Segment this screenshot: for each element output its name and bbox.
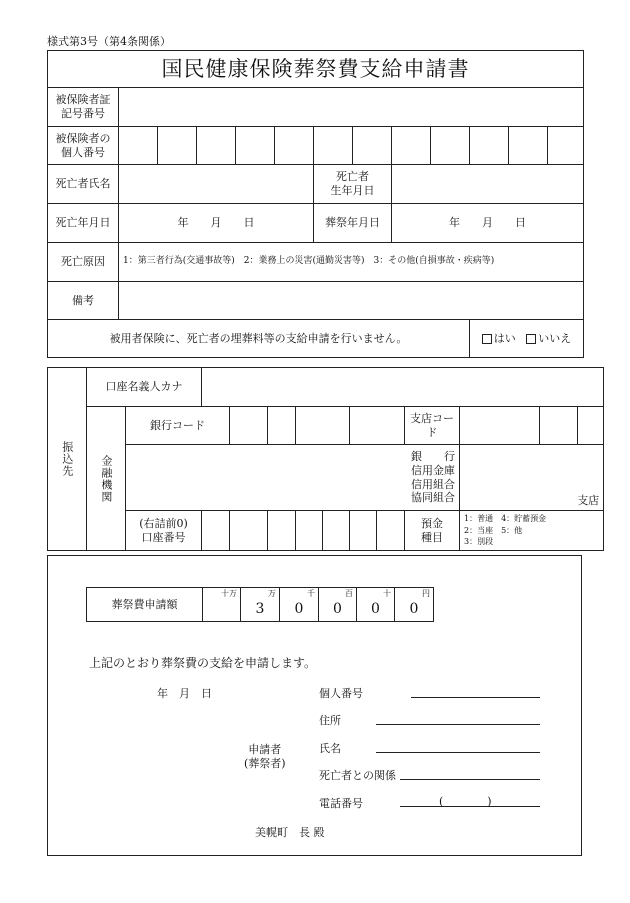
personal-digit-cell[interactable] xyxy=(431,127,470,165)
transfer-to-label: 振込先 xyxy=(48,368,87,551)
amount-table xyxy=(86,587,434,622)
cause-options[interactable]: 1：第三者行為(交通事故等) 2：業務上の災害(通勤災害等) 3：その他(自損事故・疾病等) xyxy=(119,243,584,282)
application-statement: 上記のとおり葬祭費の支給を申請します。 xyxy=(89,656,317,670)
no-checkbox[interactable] xyxy=(526,334,536,344)
branch-code-cell[interactable] xyxy=(460,407,540,445)
employee-insurance-statement: 被用者保険に、死亡者の埋葬料等の支給申請を行いません。 xyxy=(48,320,470,358)
deposit-type-label: 預金 種目 xyxy=(405,511,460,551)
personal-digit-cell[interactable] xyxy=(197,127,236,165)
personal-digit-cell[interactable] xyxy=(158,127,197,165)
addressee: 美幌町 長 殿 xyxy=(255,826,325,839)
personal-digit-cell[interactable] xyxy=(470,127,509,165)
personal-digit-cell[interactable] xyxy=(392,127,431,165)
institution-type-list[interactable]: 銀 行 信用金庫 信用組合 協同組合 xyxy=(126,445,460,511)
form-title: 国民健康保険葬祭費支給申請書 xyxy=(48,51,584,88)
account-number-cell[interactable] xyxy=(230,511,268,551)
financial-institution-label: 金融機関 xyxy=(87,407,126,551)
account-number-cell[interactable] xyxy=(323,511,350,551)
deceased-name-label: 死亡者氏名 xyxy=(48,165,119,204)
personal-digit-cell[interactable] xyxy=(275,127,314,165)
personal-digit-cell[interactable] xyxy=(314,127,353,165)
account-number-cell[interactable] xyxy=(296,511,323,551)
amount-digit-cell[interactable]: 十 0 xyxy=(357,588,395,622)
phone-label: 電話番号 xyxy=(319,797,363,810)
death-date-input[interactable]: 年 月 日 xyxy=(119,204,314,243)
account-number-cell[interactable] xyxy=(377,511,405,551)
address-line[interactable] xyxy=(376,724,540,725)
name-line[interactable] xyxy=(376,752,540,753)
deceased-birth-input[interactable] xyxy=(392,165,584,204)
personal-digit-cell[interactable] xyxy=(509,127,548,165)
bank-code-label: 銀行コード xyxy=(126,407,230,445)
branch-code-label: 支店コード xyxy=(405,407,460,445)
personal-number-label: 個人番号 xyxy=(319,687,363,700)
remarks-label: 備考 xyxy=(48,282,119,320)
bank-code-cell[interactable] xyxy=(230,407,268,445)
account-name-kana-input[interactable] xyxy=(202,368,604,407)
personal-digit-cell[interactable] xyxy=(353,127,392,165)
bank-transfer-table xyxy=(47,367,604,551)
deposit-type-options[interactable]: 1：普通 4：貯蓄預金 2：当座 5：他 3：別段 xyxy=(460,511,604,551)
form-number: 様式第3号（第4条関係） xyxy=(47,35,171,48)
amount-digit-cell[interactable]: 万 3 xyxy=(241,588,280,622)
deceased-name-input[interactable] xyxy=(119,165,314,204)
deceased-info-table xyxy=(47,50,584,358)
branch-input[interactable]: 支店 xyxy=(460,445,604,511)
account-number-cell[interactable] xyxy=(268,511,296,551)
deceased-birth-label: 死亡者 生年月日 xyxy=(314,165,392,204)
branch-code-cell[interactable] xyxy=(578,407,604,445)
relation-label: 死亡者との関係 xyxy=(319,769,396,782)
personal-digit-cell[interactable] xyxy=(548,127,584,165)
amount-digit-cell[interactable]: 千 0 xyxy=(280,588,319,622)
cause-label: 死亡原因 xyxy=(48,243,119,282)
bank-code-cell[interactable] xyxy=(350,407,405,445)
personal-digit-cell[interactable] xyxy=(119,127,158,165)
account-number-cell[interactable] xyxy=(202,511,230,551)
no-label: いいえ xyxy=(538,331,572,345)
phone-parens: ( ) xyxy=(439,795,492,808)
amount-digit-cell[interactable]: 百 0 xyxy=(319,588,357,622)
name-label: 氏名 xyxy=(319,742,341,755)
funeral-date-input[interactable]: 年 月 日 xyxy=(392,204,584,243)
funeral-date-label: 葬祭年月日 xyxy=(314,204,392,243)
account-number-label: (右詰前0) 口座番号 xyxy=(126,511,202,551)
branch-code-cell[interactable] xyxy=(540,407,578,445)
address-label: 住所 xyxy=(319,714,341,727)
yes-checkbox[interactable] xyxy=(482,334,492,344)
applicant-label: 申請者 (葬祭者) xyxy=(244,743,286,771)
personal-digit-cell[interactable] xyxy=(236,127,275,165)
amount-digit-cell[interactable]: 円 0 xyxy=(395,588,434,622)
insured-cert-label: 被保険者証 記号番号 xyxy=(48,88,119,127)
relation-line[interactable] xyxy=(400,779,540,780)
insured-cert-input[interactable] xyxy=(119,88,584,127)
bank-code-cell[interactable] xyxy=(296,407,350,445)
account-name-kana-label: 口座名義人カナ xyxy=(87,368,202,407)
death-date-label: 死亡年月日 xyxy=(48,204,119,243)
account-number-cell[interactable] xyxy=(350,511,377,551)
insured-personal-label: 被保険者の 個人番号 xyxy=(48,127,119,165)
remarks-input[interactable] xyxy=(119,282,584,320)
yes-label: はい xyxy=(493,331,516,345)
amount-label: 葬祭費申請額 xyxy=(87,588,203,622)
amount-digit-cell[interactable]: 十万 xyxy=(203,588,241,622)
yes-no-choice xyxy=(470,320,584,358)
personal-number-line[interactable] xyxy=(411,697,540,698)
application-date[interactable]: 年 月 日 xyxy=(157,687,212,700)
bank-code-cell[interactable] xyxy=(268,407,296,445)
